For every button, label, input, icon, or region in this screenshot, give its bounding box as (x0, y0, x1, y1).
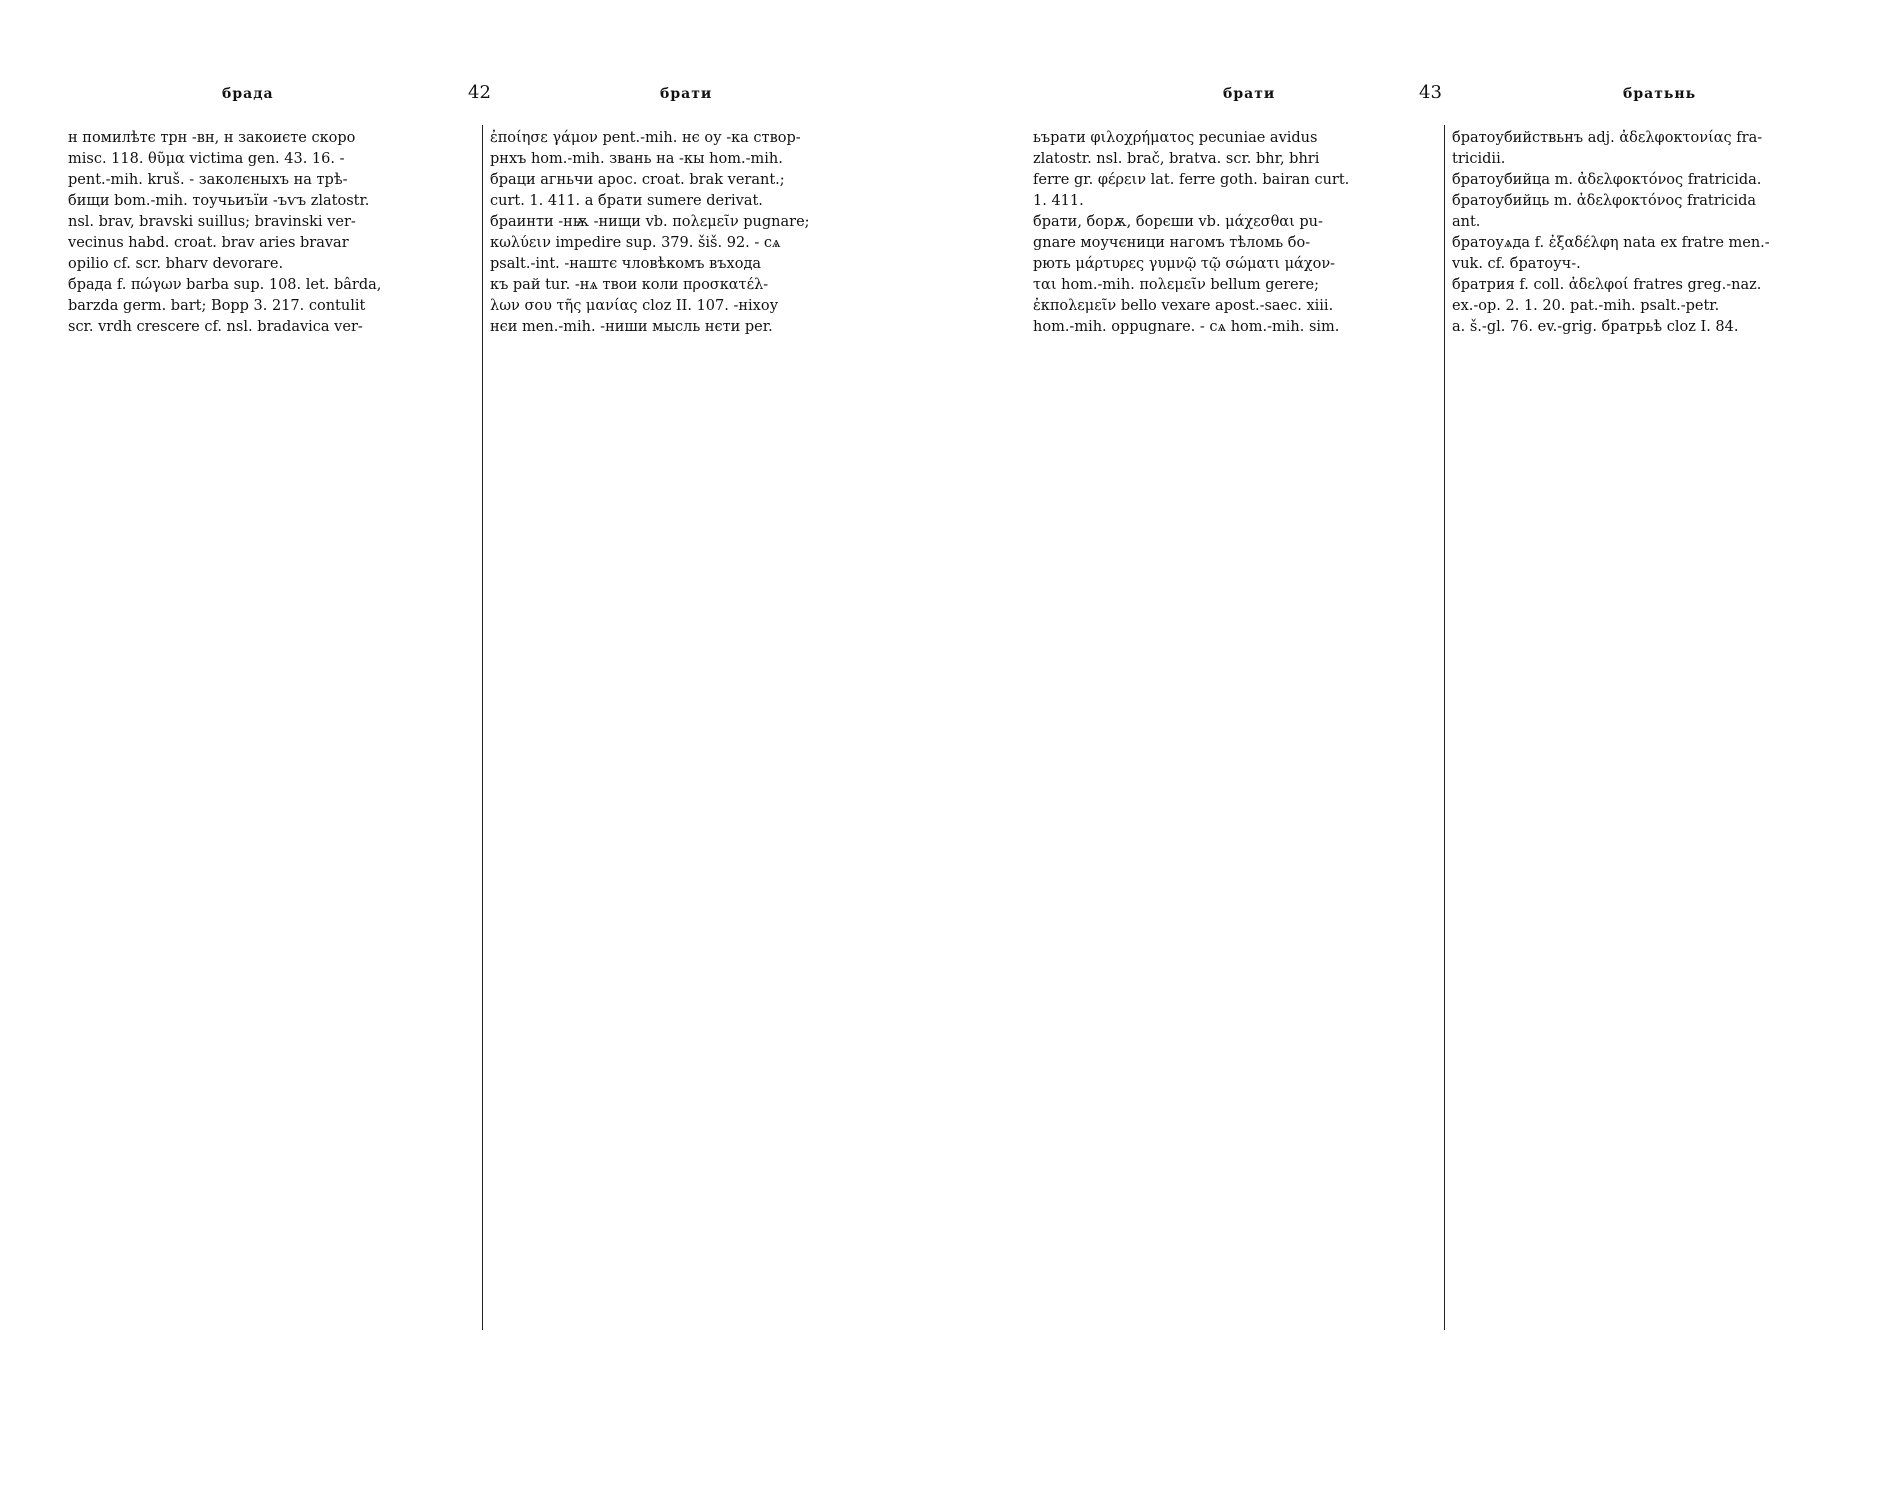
text-line: a. š.-gl. 76. ev.-grig. братрьѣ cloz I. 84. (1452, 319, 1739, 335)
text-line: братрия f. coll. ἀδελφοί fratres greg.-naz. (1452, 277, 1762, 293)
page-number: 43 (1419, 82, 1442, 103)
text-line: братоуѧда f. ἐξαδέλφη nata ex fratre men.- (1452, 235, 1770, 251)
text-line: misc. 118. θῦμα victima gen. 43. 16. - (68, 151, 345, 167)
text-line: hom.-mih. oppugnare. - сѧ hom.-mih. sim. (1033, 319, 1340, 335)
text-line: barzda germ. bart; Bopp 3. 217. contulit (68, 298, 366, 314)
text-line: curt. 1. 411. a брати sumere derivat. (490, 193, 763, 209)
text-line: рнхъ hom.-mih. звань на -кы hom.-mih. (490, 151, 783, 167)
text-line: ferre gr. φέρειν lat. ferre goth. bairan curt. (1033, 172, 1350, 188)
page-right (951, 0, 1902, 1500)
header-headword-left: брати (1223, 86, 1276, 102)
text-line: opilio cf. scr. bharv devorare. (68, 256, 284, 272)
page-header (0, 82, 951, 116)
text-line: рють μάρτυρες γυμνῷ τῷ σώματι μάχον- (1033, 256, 1336, 272)
text-line: ьърати φιλοχρήματος pecuniae avidus (1033, 130, 1318, 146)
text-line: vecinus habd. croat. brav aries bravar (68, 235, 349, 251)
text-line: къ рай tur. -нѧ твои коли προσκατέλ- (490, 277, 769, 293)
header-headword-left: брада (222, 86, 274, 102)
text-line: нєи men.-mih. -ниши мысль нєти per. (490, 319, 773, 335)
text-line: ἐκπολεμεῖν bello vexare apost.-saec. xiii. (1033, 298, 1334, 314)
text-line: scr. vrdh crescere cf. nsl. bradavica ver- (68, 319, 363, 335)
text-line: ant. (1452, 214, 1481, 230)
header-headword-right: братьнь (1623, 86, 1697, 102)
column-3 (1033, 128, 1433, 338)
page-number: 42 (468, 82, 491, 103)
text-line: ex.-op. 2. 1. 20. pat.-mih. psalt.-petr. (1452, 298, 1720, 314)
text-line: λων σου τῆς μανίας cloz II. 107. -ніхоу (490, 298, 779, 314)
column-1 (68, 128, 468, 338)
column-divider (482, 125, 483, 1330)
text-line: ται hom.-mih. πολεμεῖν bellum gerere; (1033, 277, 1319, 293)
text-line: братоубийць m. ἀδελφοκτόνος fratricida (1452, 193, 1757, 209)
text-line: браинти -нѭ -нищи vb. πολεμεῖν pugnare; (490, 214, 810, 230)
column-2 (490, 128, 890, 338)
text-line: братоубийца m. ἀδελφοκτόνος fratricida. (1452, 172, 1762, 188)
column-4 (1452, 128, 1852, 338)
text-line: бищи bom.-mih. тоучьиъїи -ъѵъ zlatostr. (68, 193, 370, 209)
text-line: psalt.-int. -наштє чловѣкомъ въхода (490, 256, 762, 272)
text-line: gnare моучєници нагомъ тѣломь бо- (1033, 235, 1311, 251)
header-headword-right: брати (660, 86, 713, 102)
text-line: ἐποίησε γάμον pent.-mih. нє оу -ка створ- (490, 130, 801, 146)
page-header (951, 82, 1902, 116)
text-line: н помилѣтє трн -вн, н закоиєте скоро (68, 130, 356, 146)
text-line: zlatostr. nsl. brač, bratva. scr. bhr, bhri (1033, 151, 1320, 167)
text-line: κωλύειν impedire sup. 379. šiš. 92. - сѧ (490, 235, 781, 251)
text-line: братоубийствьнъ adj. ἀδελφοκτονίας fra- (1452, 130, 1763, 146)
text-line: tricidii. (1452, 151, 1506, 167)
text-line: брати, борѫ, борєши vb. μάχεσθαι pu- (1033, 214, 1323, 230)
text-line: брада f. πώγων barba sup. 108. let. bârda, (68, 277, 382, 293)
text-line: vuk. cf. братоуч-. (1452, 256, 1581, 272)
text-line: браци агньчи apoc. croat. brak verant.; (490, 172, 785, 188)
text-line: nsl. brav, bravski suillus; bravinski ver- (68, 214, 356, 230)
column-divider (1444, 125, 1445, 1330)
text-line: pent.-mih. kruš. - заколєныхъ на трѣ- (68, 172, 348, 188)
text-line: 1. 411. (1033, 193, 1084, 209)
